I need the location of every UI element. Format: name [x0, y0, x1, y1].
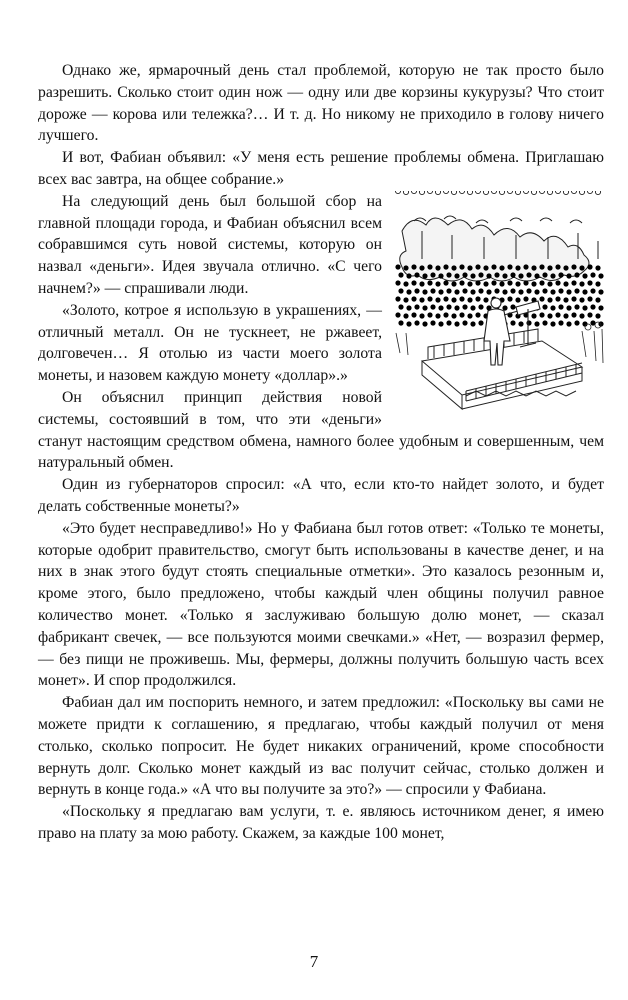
paragraph: «Это будет несправедливо!» Но у Фабиана был готов ответ: «Только те монеты, которые одобрит правительство, смогут быть использованы в качестве денег, и на них в знак этого будут стоять специальные отметки». Это казалось резонным и, кроме этого, было предложено, чтобы каждый член общины получил равное количество монет. «Только я заслуживаю большую долю монет, — сказал фабрикант свечек, — все пользуются моими свечками.» «Нет, — возразил фермер, — без пищи не проживешь. Мы, фермеры, должны получить большую часть всех монет». И спор продолжился. — [38, 519, 604, 690]
paragraph: «Поскольку я предлагаю вам услуги, т. е. являюсь источником денег, я имею право на плату за мою работу. Скажем, за каждые 100 монет, — [38, 803, 604, 842]
paragraph: «Золото, котрое я использую в украшениях, — отличный металл. Он не тускнеет, не ржавеет, долговечен… Я отолью из части моего золота монеты, и назовем каждую монету «доллар».» — [38, 301, 382, 385]
paragraph: Фабиан дал им поспорить немного, и затем предложил: «Поскольку вы сами не можете придти к соглашению, я предлагаю, чтобы каждый получил от меня столько, сколько попросит. Не будет никаких ограничений, кроме способности вернуть долг. Сколько монет каждый из вас получит сейчас, столько должен и вернуть в конце года.» «А что вы получите за это?» — спросили у Фабиана. — [38, 694, 604, 799]
crowd-illustration — [392, 191, 610, 415]
page-number: 7 — [309, 952, 319, 971]
paragraph: И вот, Фабиан объявил: «У меня есть решение проблемы обмена. Приглашаю всех вас завтра, на общее собрание.» — [38, 149, 604, 188]
body-text — [38, 60, 604, 845]
paragraph: Он объяснил принцип действия новой системы, состоявший в том, что эти «деньги» станут настоящим средством обмена, намного более удобным и совершенным, чем натуральный обмен. — [38, 388, 604, 472]
paragraph: Один из губернаторов спросил: «А что, если кто-то найдет золото, и будет делать собственные монеты?» — [38, 476, 604, 515]
paragraph: На следующий день был большой сбор на главной площади города, и Фабиан объяснил всем собравшимся суть новой системы, которую он назвал «деньги». Идея звучала отлично. «С чего начнем?» — спрашивали люди. — [38, 192, 382, 297]
paragraph: Однако же, ярмарочный день стал проблемой, которую не так просто было разрешить. Сколько стоит один нож — одну или две корзины кукурузы? Что стоит дороже — корова или тележка?… И т. д. Но никому не приходило в голову ничего лучшего. — [38, 62, 604, 145]
